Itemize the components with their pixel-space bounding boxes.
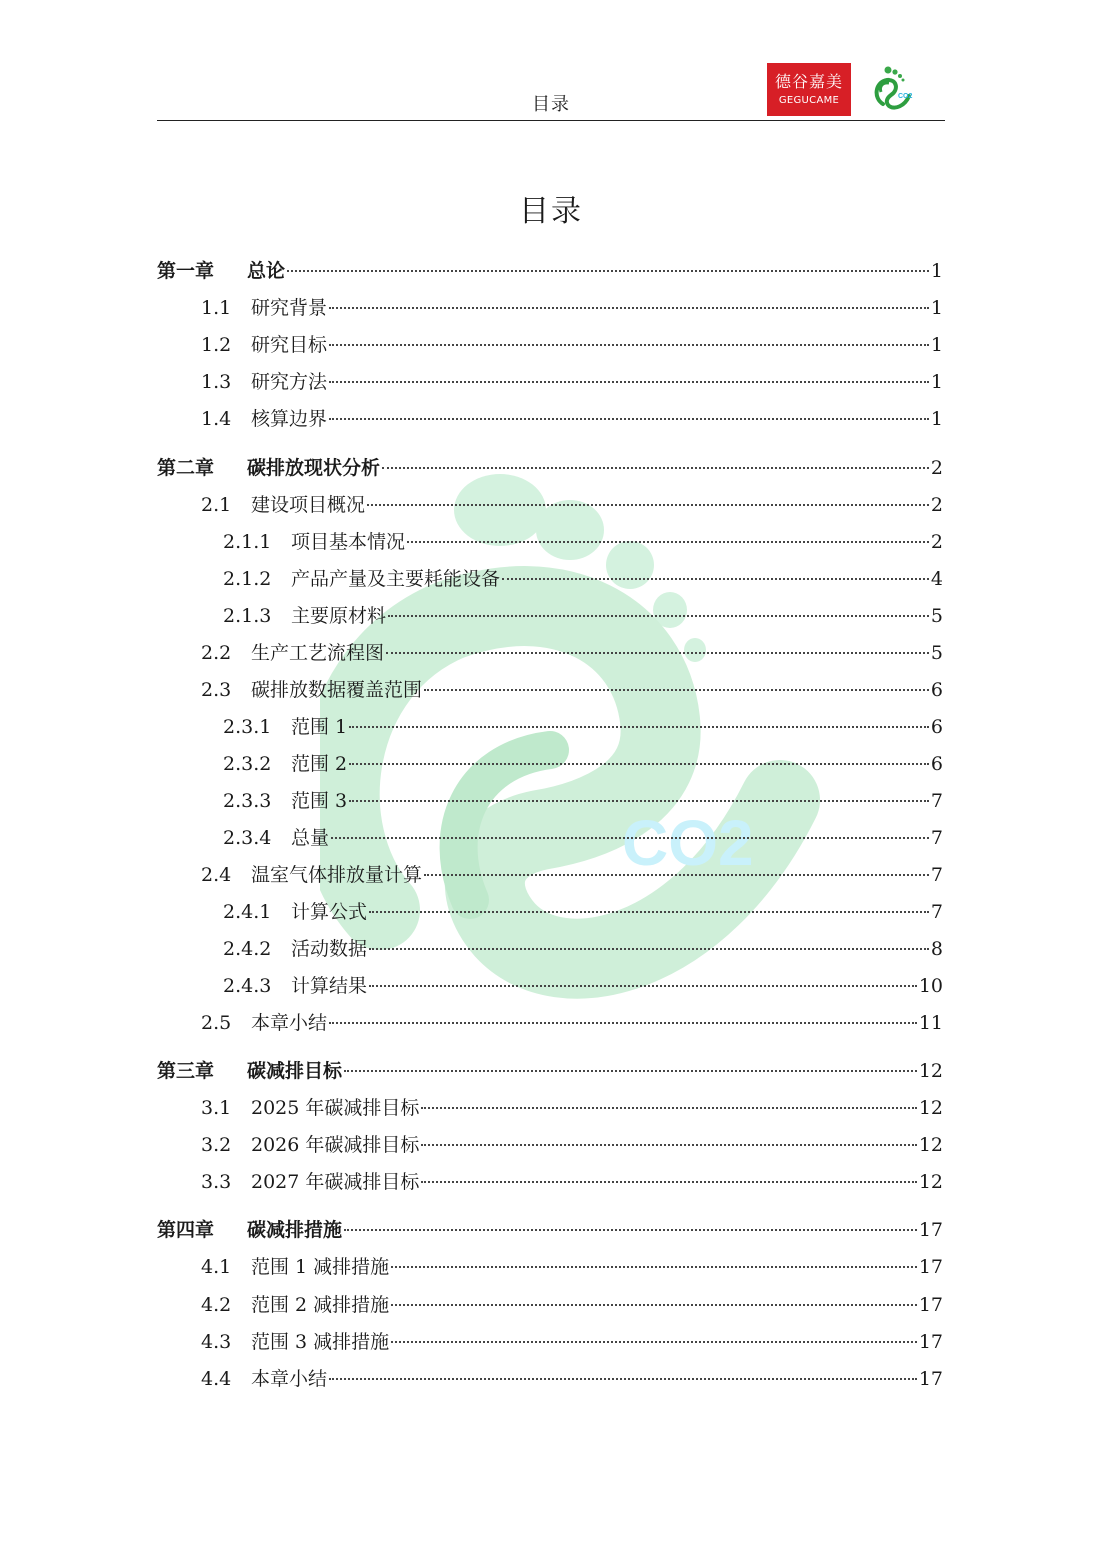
- toc-number: 2.4.3: [223, 975, 272, 997]
- brand-name-cn: 德谷嘉美: [774, 71, 843, 91]
- toc-number: 1.2: [201, 334, 232, 356]
- toc-chapter-1[interactable]: [157, 256, 943, 286]
- dot-leader: [382, 467, 929, 469]
- toc-number: 2.4.1: [223, 901, 272, 923]
- toc-title: 生产工艺流程图: [251, 642, 385, 664]
- toc-number: 第一章: [157, 260, 215, 282]
- toc-title: 总量: [291, 827, 330, 849]
- toc-page-number: 1: [930, 260, 943, 282]
- svg-text:CO2: CO2: [622, 807, 754, 879]
- dot-leader: [329, 381, 929, 383]
- toc-number: 3.3: [201, 1171, 232, 1193]
- toc-title: 产品产量及主要耗能设备: [291, 568, 501, 590]
- toc-section-2-3[interactable]: [201, 675, 943, 705]
- toc-section-3-2[interactable]: [201, 1130, 943, 1160]
- toc-title: 范围 2: [291, 753, 348, 775]
- dot-leader: [421, 1144, 916, 1146]
- toc-page-number: 6: [930, 679, 943, 701]
- toc-number: 4.1: [201, 1256, 232, 1278]
- toc-page-number: 7: [930, 790, 943, 812]
- toc-number: 2.1.2: [223, 568, 272, 590]
- toc-section-2-1[interactable]: [201, 490, 943, 520]
- toc-section-2-5[interactable]: [201, 1008, 943, 1038]
- toc-page-number: 17: [918, 1368, 943, 1390]
- dot-leader: [344, 1070, 917, 1072]
- dot-leader: [331, 837, 929, 839]
- toc-section-2-2[interactable]: [201, 638, 943, 668]
- toc-section-1-2[interactable]: [201, 330, 943, 360]
- dot-leader: [388, 615, 929, 617]
- dot-leader: [329, 1378, 917, 1380]
- brand-name-en: GEGUCAME: [778, 94, 840, 106]
- toc-section-3-1[interactable]: [201, 1093, 943, 1123]
- toc-page-number: 17: [918, 1331, 943, 1353]
- toc-page-number: 1: [930, 334, 943, 356]
- toc-number: 第四章: [157, 1219, 215, 1241]
- dot-leader: [369, 948, 929, 950]
- toc-page-number: 11: [918, 1012, 943, 1034]
- toc-title: 范围 1: [291, 716, 348, 738]
- toc-section-4-2[interactable]: [201, 1290, 943, 1320]
- toc-title: 碳减排目标: [247, 1060, 343, 1082]
- toc-page-number: 2: [930, 531, 943, 553]
- toc-subsection-2-3-3[interactable]: [223, 786, 943, 816]
- dot-leader: [349, 800, 929, 802]
- toc-page-number: 12: [918, 1134, 943, 1156]
- toc-number: 2.3.4: [223, 827, 272, 849]
- dot-leader: [344, 1229, 917, 1231]
- toc-page-number: 2: [930, 457, 943, 479]
- toc-number: 1.1: [201, 297, 232, 319]
- toc-section-4-1[interactable]: [201, 1252, 943, 1282]
- toc-chapter-3[interactable]: [157, 1056, 943, 1086]
- dot-leader: [329, 1022, 917, 1024]
- dot-leader: [367, 504, 929, 506]
- toc-number: 2.4.2: [223, 938, 272, 960]
- toc-page-number: 4: [930, 568, 943, 590]
- toc-title: 计算公式: [291, 901, 368, 923]
- toc-number: 2.5: [201, 1012, 232, 1034]
- toc-title: 范围 2 减排措施: [251, 1294, 390, 1316]
- toc-title: 2025 年碳减排目标: [251, 1097, 420, 1119]
- toc-page-number: 12: [918, 1060, 943, 1082]
- toc-number: 2.3.2: [223, 753, 272, 775]
- toc-title: 2026 年碳减排目标: [251, 1134, 420, 1156]
- toc-page-number: 2: [930, 494, 943, 516]
- toc-title: 活动数据: [291, 938, 368, 960]
- toc-section-3-3[interactable]: [201, 1167, 943, 1197]
- toc-page-number: 6: [930, 753, 943, 775]
- toc-page-number: 17: [918, 1256, 943, 1278]
- dot-leader: [424, 874, 929, 876]
- toc-page-number: 12: [918, 1097, 943, 1119]
- toc-chapter-4[interactable]: [157, 1215, 943, 1245]
- toc-page-number: 17: [918, 1219, 943, 1241]
- toc-page-number: 1: [930, 371, 943, 393]
- dot-leader: [329, 344, 929, 346]
- toc-title: 研究背景: [251, 297, 328, 319]
- document-title: 目录: [519, 194, 583, 229]
- toc-number: 2.4: [201, 864, 232, 886]
- dot-leader: [329, 307, 929, 309]
- dot-leader: [386, 652, 929, 654]
- toc-section-2-4[interactable]: [201, 860, 943, 890]
- toc-chapter-2[interactable]: [157, 453, 943, 483]
- toc-number: 第二章: [157, 457, 215, 479]
- toc-section-1-3[interactable]: [201, 367, 943, 397]
- dot-leader: [329, 418, 929, 420]
- toc-title: 范围 3: [291, 790, 348, 812]
- dot-leader: [424, 689, 929, 691]
- toc-page-number: 7: [930, 901, 943, 923]
- dot-leader: [349, 726, 929, 728]
- toc-title: 本章小结: [251, 1368, 328, 1390]
- toc-page-number: 6: [930, 716, 943, 738]
- toc-title: 2027 年碳减排目标: [251, 1171, 420, 1193]
- toc-page-number: 1: [930, 408, 943, 430]
- toc-page-number: 7: [930, 864, 943, 886]
- dot-leader: [369, 911, 929, 913]
- toc-title: 碳排放现状分析: [247, 457, 381, 479]
- toc-subsection-2-4-2[interactable]: [223, 934, 943, 964]
- toc-number: 4.2: [201, 1294, 232, 1316]
- toc-page-number: 12: [918, 1171, 943, 1193]
- svg-text:CO2: CO2: [898, 93, 913, 100]
- toc-number: 1.3: [201, 371, 232, 393]
- toc-number: 2.3.1: [223, 716, 272, 738]
- toc-page-number: 8: [930, 938, 943, 960]
- toc-page-number: 1: [930, 297, 943, 319]
- toc-section-1-4[interactable]: [201, 404, 943, 434]
- toc-number: 第三章: [157, 1060, 215, 1082]
- toc-subsection-2-1-3[interactable]: [223, 601, 943, 631]
- toc-title: 建设项目概况: [251, 494, 366, 516]
- toc-page-number: 5: [930, 642, 943, 664]
- toc-title: 核算边界: [251, 408, 328, 430]
- toc-subsection-2-4-3[interactable]: [223, 971, 943, 1001]
- dot-leader: [391, 1304, 917, 1306]
- toc-title: 温室气体排放量计算: [251, 864, 423, 886]
- toc-title: 计算结果: [291, 975, 368, 997]
- toc-number: 4.4: [201, 1368, 232, 1390]
- dot-leader: [502, 578, 929, 580]
- toc-subsection-2-3-1[interactable]: [223, 712, 943, 742]
- dot-leader: [369, 985, 917, 987]
- toc-number: 1.4: [201, 408, 232, 430]
- dot-leader: [391, 1341, 917, 1343]
- toc-title: 碳排放数据覆盖范围: [251, 679, 423, 701]
- toc-title: 总论: [247, 260, 286, 282]
- header-title: 目录: [532, 94, 570, 115]
- toc-subsection-2-4-1[interactable]: [223, 897, 943, 927]
- toc-number: 3.1: [201, 1097, 232, 1119]
- toc-page-number: 17: [918, 1294, 943, 1316]
- dot-leader: [391, 1266, 917, 1268]
- toc-section-4-4[interactable]: [201, 1364, 943, 1394]
- toc-title: 主要原材料: [291, 605, 387, 627]
- toc-number: 2.1.3: [223, 605, 272, 627]
- dot-leader: [349, 763, 929, 765]
- toc-subsection-2-3-2[interactable]: [223, 749, 943, 779]
- dot-leader: [421, 1181, 916, 1183]
- toc-number: 2.2: [201, 642, 232, 664]
- toc-title: 项目基本情况: [291, 531, 406, 553]
- toc-page-number: 10: [918, 975, 943, 997]
- toc-title: 研究目标: [251, 334, 328, 356]
- toc-section-1-1[interactable]: [201, 293, 943, 323]
- toc-number: 2.1: [201, 494, 232, 516]
- toc-number: 2.3: [201, 679, 232, 701]
- dot-leader: [407, 541, 929, 543]
- toc-title: 范围 1 减排措施: [251, 1256, 390, 1278]
- toc-title: 研究方法: [251, 371, 328, 393]
- toc-subsection-2-1-2[interactable]: [223, 564, 943, 594]
- toc-number: 3.2: [201, 1134, 232, 1156]
- toc-title: 本章小结: [251, 1012, 328, 1034]
- toc-page-number: 5: [930, 605, 943, 627]
- toc-number: 4.3: [201, 1331, 232, 1353]
- toc-section-4-3[interactable]: [201, 1327, 943, 1357]
- toc-page-number: 7: [930, 827, 943, 849]
- dot-leader: [287, 270, 929, 272]
- toc-title: 范围 3 减排措施: [251, 1331, 390, 1353]
- toc-number: 2.3.3: [223, 790, 272, 812]
- toc-subsection-2-1-1[interactable]: [223, 527, 943, 557]
- toc-title: 碳减排措施: [247, 1219, 343, 1241]
- dot-leader: [421, 1107, 916, 1109]
- toc-subsection-2-3-4[interactable]: [223, 823, 943, 853]
- toc-number: 2.1.1: [223, 531, 272, 553]
